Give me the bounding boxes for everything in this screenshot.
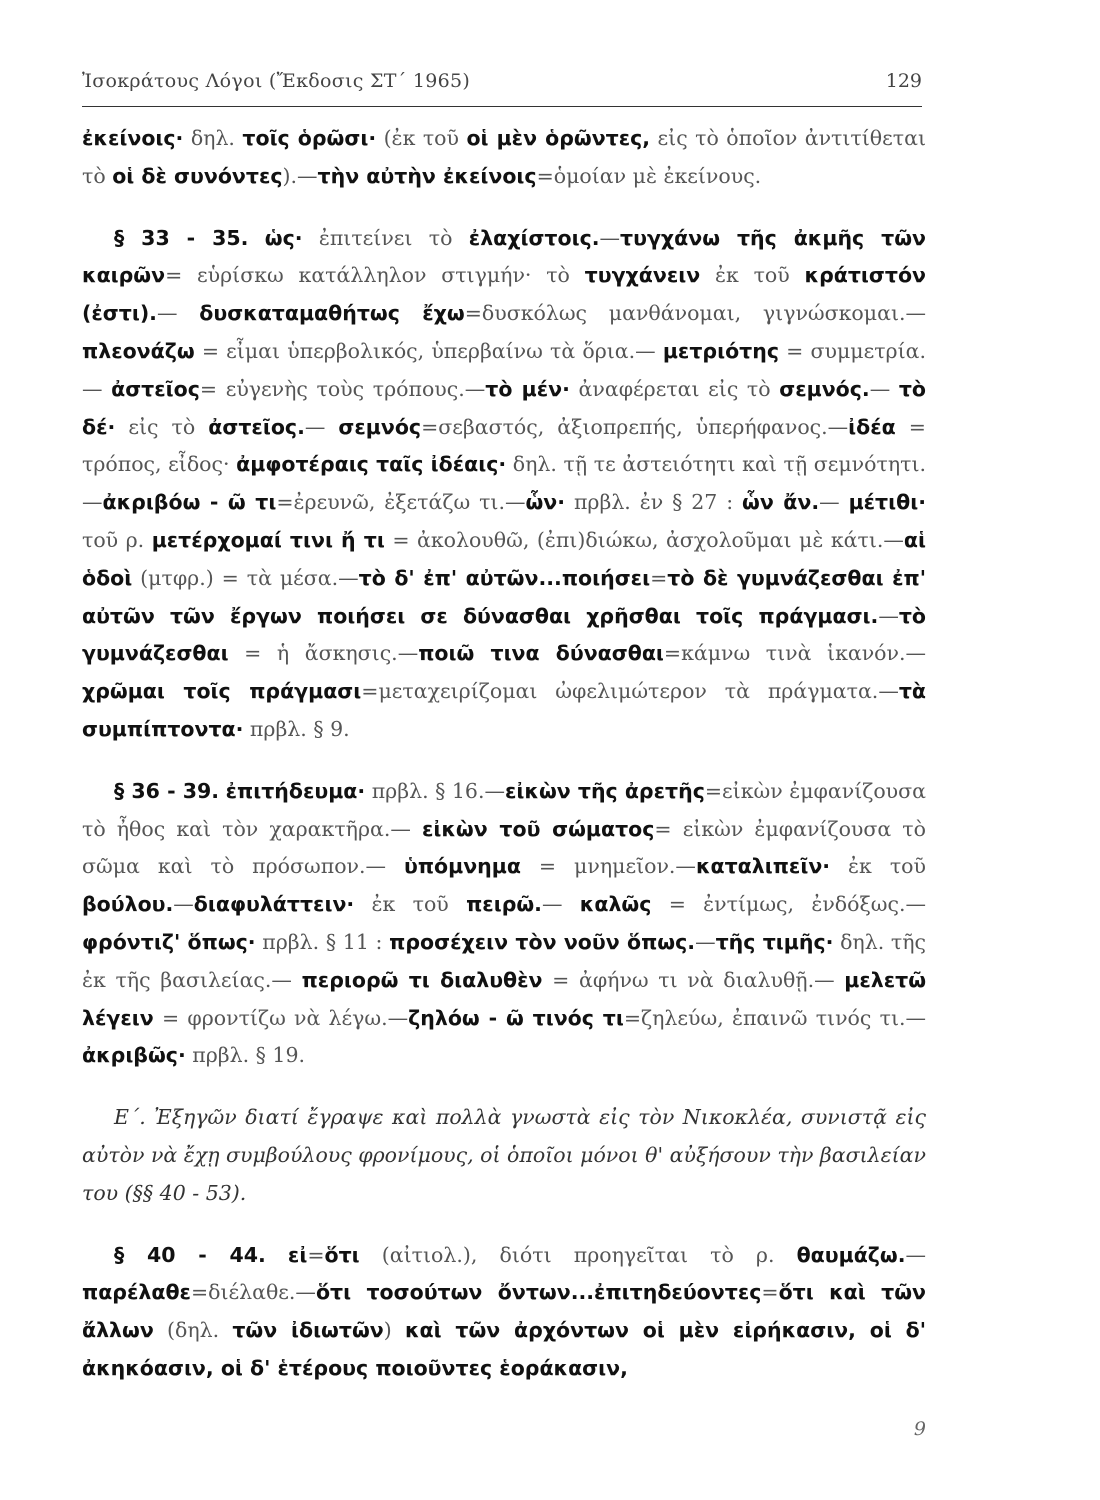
headword: ὅτι [324, 1242, 360, 1267]
headword: μετέρχομαί τινι ἤ τι [151, 527, 385, 552]
headword: εἰκὼν τῆς ἀρετῆς [504, 778, 705, 803]
headword: καὶ τῶν ἀρχόντων οἱ μὲν εἰρήκασιν, οἱ δ' ἀκηκόασιν, οἱ δ' ἑτέρους ποιοῦντες ἑοράκασιν, [82, 1318, 926, 1380]
gloss: = ἡ ἄσκησις.— [228, 641, 419, 666]
headword: τυγχάνω τῆς ἀκμῆς τῶν καιρῶν [82, 225, 926, 288]
headword: κράτιστόν (ἐστι). [82, 263, 927, 326]
headword: τοῖς ὁρῶσι· [242, 126, 377, 150]
gloss: (δηλ. [153, 1318, 233, 1343]
gloss: ).— [282, 163, 318, 188]
gloss: — [541, 892, 580, 917]
headword: τῶν ἰδιωτῶν [232, 1318, 384, 1343]
gloss: =κάμνω τινὰ ἱκανόν.— [663, 641, 927, 666]
headword: τυγχάνειν [584, 263, 701, 288]
headword: ὅτι τοσούτων ὄντων...ἐπιτηδεύοντες [315, 1280, 762, 1305]
gloss: = εὑρίσκω κατάλληλον στιγμήν· τὸ [165, 263, 585, 288]
gloss: = συμμετρία.— [82, 338, 926, 401]
space [266, 1243, 288, 1267]
headword: ἀστεῖος. [208, 414, 305, 439]
headword: ἰδέα [848, 414, 896, 439]
gloss: πρβλ. ἐν § 27 : [565, 490, 743, 515]
gloss: — [173, 892, 194, 917]
gloss: = [650, 565, 668, 590]
gloss: δηλ. τῆς ἐκ τῆς βασιλείας.— [82, 929, 926, 992]
gloss: — [905, 1242, 926, 1267]
headword: ἀκριβῶς· [82, 1043, 186, 1068]
gloss: ἐκ τοῦ [830, 854, 926, 879]
headword: φρόντιζ' ὅπως· [82, 929, 256, 954]
headword: πειρῶ. [466, 892, 542, 917]
gloss: (αἰτιολ.), διότι προηγεῖται τὸ ρ. [359, 1242, 797, 1267]
paragraph-section-33-35 [82, 220, 926, 749]
gloss: πρβλ. § 11 : [255, 929, 390, 954]
gloss: τοῦ ρ. [82, 527, 152, 552]
gloss: =διέλαθε.— [190, 1280, 316, 1305]
gloss: =δυσκόλως μανθάνομαι, γιγνώσκομαι.— [464, 301, 926, 326]
gloss: = εἶμαι ὑπερβολικός, ὑπερβαίνω τὰ ὅρια.— [194, 338, 663, 363]
gloss: =ζηλεύω, ἐπαινῶ τινός τι.— [623, 1005, 926, 1030]
gloss: — [599, 225, 621, 250]
gloss: = εὐγενὴς τοὺς τρόπους.— [199, 376, 486, 401]
gloss: πρβλ. § 16.— [365, 778, 505, 803]
gloss: ἐπιτείνει τὸ [302, 225, 469, 250]
gloss: — [869, 376, 899, 401]
gloss: — [304, 414, 339, 439]
gloss: πρβλ. § 19. [185, 1043, 306, 1068]
gloss: ἐκ τοῦ [354, 892, 467, 917]
headword: δυσκαταμαθήτως ἔχω [199, 301, 465, 326]
headword: τὸ δ' ἐπ' αὐτῶν...ποιήσει [358, 565, 651, 590]
headword: διαφυλάττειν· [193, 892, 355, 917]
headword: μετριότης [662, 338, 779, 363]
headword: χρῶμαι τοῖς πράγμασι [82, 679, 362, 704]
headword: ὧν ἄν. [742, 490, 820, 515]
headword: ἀμφοτέραις ταῖς ἰδέαις· [236, 452, 507, 477]
headword: τῆς τιμῆς· [715, 929, 834, 954]
gloss: = ἐντίμως, ἐνδόξως.— [651, 892, 926, 917]
headword: θαυμάζω. [796, 1242, 906, 1267]
headword: τὰ συμπίπτοντα· [82, 679, 926, 741]
headword: πλεονάζω [82, 338, 195, 363]
headword: καλῶς [579, 892, 652, 917]
gloss: πρβλ. § 9. [243, 716, 350, 741]
signature-mark: 9 [913, 1418, 926, 1440]
headword: εἰ [287, 1242, 308, 1267]
gloss: εἰς τὸ ὁποῖον ἀντιτίθεται τὸ [82, 126, 926, 188]
headword: μελετῶ λέγειν [82, 967, 927, 1030]
headword: τὸ μέν· [485, 376, 570, 401]
section-number: § 33 - 35. [114, 225, 249, 250]
gloss: (μτφρ.) = τὰ μέσα.— [132, 565, 359, 590]
gloss: =σεβαστός, ἀξιοπρεπής, ὑπερήφανος.— [421, 414, 849, 439]
gloss: ἀναφέρεται εἰς τὸ [569, 376, 780, 401]
headword: ὡς· [264, 225, 303, 250]
gloss: = τρόπος, εἶδος· [82, 414, 926, 477]
headword: βούλου. [82, 892, 174, 917]
paragraph-section-36-39 [82, 773, 926, 1075]
headword: καταλιπεῖν· [695, 854, 831, 879]
headword: σεμνός [338, 414, 422, 439]
headword: μέτιθι· [848, 490, 926, 515]
headword: εἰκὼν τοῦ σώματος [421, 816, 655, 841]
gloss: = μνημεῖον.— [520, 854, 696, 879]
headword: σεμνός. [779, 376, 870, 401]
gloss: =ὁμοίαν μὲ ἐκείνους. [536, 163, 762, 188]
gloss: — [819, 490, 849, 515]
section-summary [82, 1099, 926, 1212]
gloss: = [307, 1242, 325, 1267]
headword: τὴν αὐτὴν ἐκείνοις [317, 163, 537, 188]
gloss: — [695, 929, 716, 954]
gloss: = φροντίζω νὰ λέγω.— [153, 1005, 409, 1030]
gloss: =εἰκὼν ἐμφανίζουσα τὸ ἦθος καὶ τὸν χαρακτῆρα.— [82, 778, 926, 841]
gloss: δηλ. τῇ τε ἀστειότητι καὶ τῇ σεμνότητι.— [82, 452, 927, 515]
gloss: = εἰκὼν ἐμφανίζουσα τὸ σῶμα καὶ τὸ πρόσωπον.— [82, 816, 926, 879]
headword: τὸ δὲ γυμνάζεσθαι ἐπ' αὐτῶν τῶν ἔργων ποιήσει σε δύνασθαι χρῆσθαι τοῖς πράγμασι. [82, 565, 926, 628]
paragraph-intro [82, 120, 926, 196]
headword: ὧν· [525, 490, 566, 515]
headword: ἀστεῖος [111, 376, 200, 401]
running-head: Ἰσοκράτους Λόγοι (Ἔκδοσις ΣΤ΄ 1965) [82, 70, 471, 92]
gloss: εἰς τὸ [115, 414, 209, 439]
headword: ποιῶ τινα δύνασθαι [418, 641, 664, 666]
headword: ὑπόμνημα [403, 854, 521, 879]
gloss: = ἀκολουθῶ, (ἐπι)διώκω, ἀσχολοῦμαι μὲ κάτι.— [384, 527, 904, 552]
headword: ὅτι καὶ τῶν ἄλλων [82, 1280, 926, 1343]
gloss: ἐκ τοῦ [700, 263, 805, 288]
headword: οἱ μὲν ὁρῶντες, [466, 126, 651, 150]
gloss: ) [383, 1318, 405, 1343]
page-number: 129 [885, 70, 922, 92]
gloss: = ἀφήνω τι νὰ διαλυθῇ.— [542, 967, 845, 992]
summary-text: Ε΄. Ἐξηγῶν διατί ἔγραψε καὶ πολλὰ γνωστὰ εἰς τὸν Νικοκλέα, συνιστᾷ εἰς αὐτὸν νὰ ἔχῃ συμβούλους φρονίμους, οἱ ὁποῖοι μόνοι θ' αὐξήσουν τὴν βασιλείαν του (§§ 40 - 53). [82, 1105, 926, 1205]
headword: τὸ δέ· [82, 376, 926, 439]
gloss: (ἐκ τοῦ [376, 126, 467, 150]
paragraph-section-40-44 [82, 1237, 926, 1388]
headword: ζηλόω - ῶ τινός τι [408, 1005, 624, 1030]
page-body [82, 120, 926, 1388]
headword: οἱ δὲ συνόντες [112, 163, 283, 188]
gloss: =ἐρευνῶ, ἐξετάζω τι.— [276, 490, 526, 515]
headword: προσέχειν τὸν νοῦν ὅπως. [389, 929, 696, 954]
gloss: — [156, 301, 200, 326]
gloss: δηλ. [183, 126, 243, 150]
page-header [82, 62, 922, 107]
gloss: — [878, 603, 899, 628]
headword: ἐλαχίστοις. [468, 225, 600, 250]
space [248, 226, 264, 250]
section-number: § 40 - 44. [114, 1242, 266, 1267]
gloss: = [761, 1280, 779, 1305]
headword: παρέλαθε [82, 1280, 191, 1305]
headword: τὸ γυμνάζεσθαι [82, 603, 926, 666]
headword: αἱ ὁδοὶ [82, 527, 926, 590]
headword: ἐκείνοις· [82, 126, 184, 150]
gloss: =μεταχειρίζομαι ὠφελιμώτερον τὰ πράγματα.— [361, 679, 899, 704]
headword: ἀκριβόω - ῶ τι [102, 490, 277, 515]
section-number: § 36 - 39. [114, 778, 220, 803]
headword: περιορῶ τι διαλυθὲν [301, 967, 543, 992]
headword: ἐπιτήδευμα· [225, 778, 366, 803]
